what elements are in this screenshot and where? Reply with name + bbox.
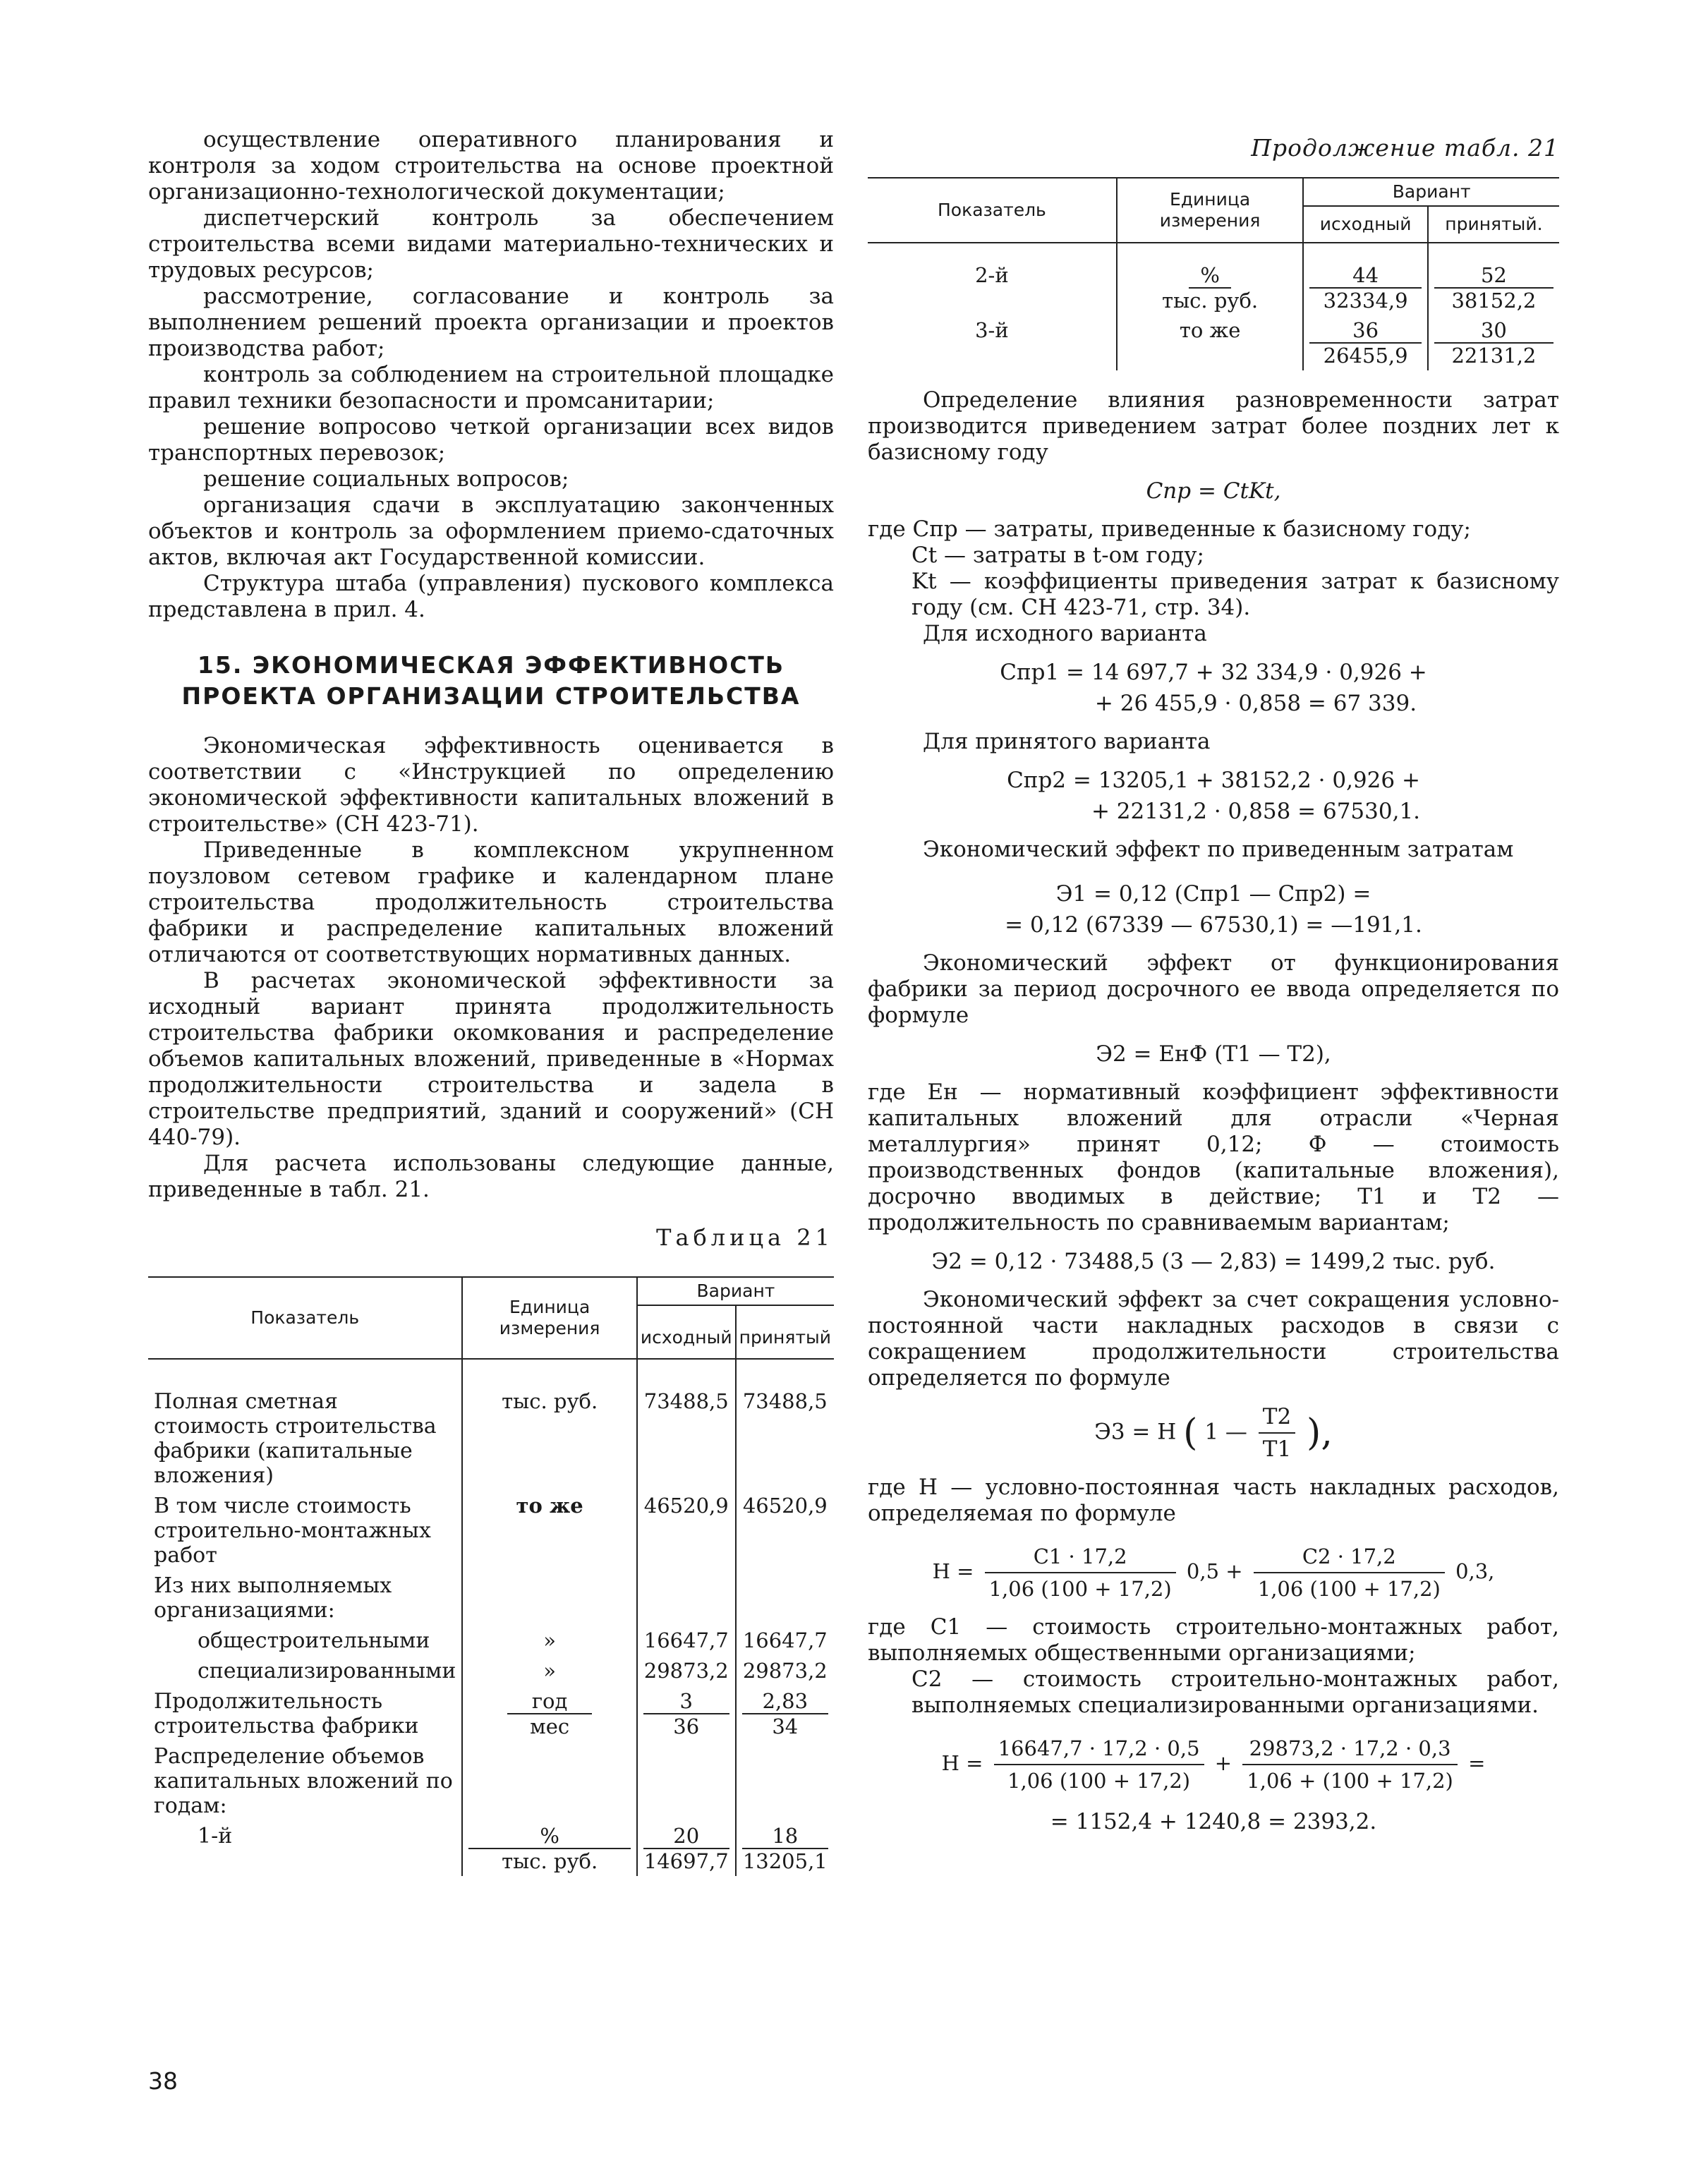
row-unit: % xyxy=(468,1824,631,1849)
row-accepted: 16647,7 xyxy=(736,1626,834,1656)
row-unit: тыс. руб. xyxy=(462,1386,637,1491)
row-unit: » xyxy=(462,1626,637,1656)
row-unit-2: мес xyxy=(530,1714,570,1738)
table-row xyxy=(148,1741,834,1821)
row-unit: то же xyxy=(462,1491,637,1571)
fraction-num: C1 · 17,2 xyxy=(985,1541,1176,1573)
paragraph: Приведенные в комплексном укрупненном поузловом сетевом графике и календарном плане строительства продолжительность строительства фабрики и распределение капитальных вложений отличаются от соответствующих нормативных данных. xyxy=(148,837,834,967)
paragraph: Экономический эффект от функционирования фабрики за период досрочного ее ввода определяется по формуле xyxy=(868,950,1559,1028)
paragraph: Экономическая эффективность оценивается в соответствии с «Инструкцией по определению экономической эффективности капитальных вложений в строительстве» (СН 423-71). xyxy=(148,733,834,837)
header-indicator: Показатель xyxy=(148,1277,462,1359)
row-accepted-2: 38152,2 xyxy=(1451,289,1537,313)
row-unit-2: тыс. руб. xyxy=(502,1849,598,1873)
row-accepted: 46520,9 xyxy=(736,1491,834,1571)
paragraph: В расчетах экономической эффективности за исходный вариант принята продолжительность строительства фабрики окомкования и распределение объемов капитальных вложений, приведенные в «Нормах продолжительности строительства и задела в строительстве предприятий, зданий и сооружений» (СН 440-79). xyxy=(148,968,834,1150)
fraction-num: 16647,7 · 17,2 · 0,5 xyxy=(994,1733,1204,1765)
row-unit: то же xyxy=(1117,315,1304,370)
row-label: В том числе стоимость строительно-монтажных работ xyxy=(154,1494,431,1568)
formula-e2: Э2 = EнФ (T1 — T2), xyxy=(1096,1041,1331,1067)
fraction-num: C2 · 17,2 xyxy=(1254,1541,1445,1573)
list-item: Структура штаба (управления) пускового комплекса представлена в прил. 4. xyxy=(148,571,834,622)
paragraph: Для исходного варианта xyxy=(923,621,1207,646)
right-column xyxy=(868,127,1559,1847)
section-heading-line2: ПРОЕКТА ОРГАНИЗАЦИИ СТРОИТЕЛЬСТВА xyxy=(181,682,801,710)
row-label: 2-й xyxy=(975,263,1009,287)
header-accepted: принятый xyxy=(736,1305,834,1359)
fraction-den: T1 xyxy=(1262,1436,1292,1462)
row-accepted: 18 xyxy=(742,1824,828,1849)
fraction-den: 1,06 + (100 + 17,2) xyxy=(1247,1769,1453,1793)
list-item: контроль за соблюдением на строительной площадке правил техники безопасности и промсанитарии; xyxy=(148,362,834,413)
paragraph: Экономический эффект за счет сокращения условно-постоянной части накладных расходов в связи с сокращением продолжительности строительства определяется по формуле xyxy=(868,1287,1559,1391)
table-row xyxy=(868,260,1559,315)
row-accepted: 73488,5 xyxy=(736,1386,834,1491)
formula-e3-one: 1 — xyxy=(1204,1419,1247,1445)
row-label: 3-й xyxy=(975,318,1009,342)
row-unit: » xyxy=(462,1656,637,1686)
where-line: Kt — коэффициенты приведения затрат к базисному году (см. СН 423-71, стр. 34). xyxy=(911,569,1559,620)
row-unit: % xyxy=(1189,263,1231,289)
paragraph: Определение влияния разновременности затрат производится приведением затрат более поздних лет к базисному году xyxy=(868,387,1559,465)
header-variant: Вариант xyxy=(637,1277,834,1305)
row-accepted: 29873,2 xyxy=(736,1656,834,1686)
header-accepted: принятый. xyxy=(1428,206,1559,243)
header-unit: Единица измерения xyxy=(1117,178,1304,243)
list-item: осуществление оперативного планирования и контроля за ходом строительства на основе проектной организационно-технологической документации; xyxy=(148,127,834,205)
table-row xyxy=(148,1686,834,1741)
formula-h-mid: 0,5 + xyxy=(1186,1559,1243,1583)
formula-e2-value: Э2 = 0,12 · 73488,5 (3 — 2,83) = 1499,2 тыс. руб. xyxy=(931,1249,1496,1274)
table-row xyxy=(148,1386,834,1491)
where-line: где Cпр — затраты, приведенные к базисному году; xyxy=(868,516,1471,542)
where-line: C2 — стоимость строительно-монтажных работ, выполняемых специализированными организациями. xyxy=(911,1666,1559,1718)
header-initial: исходный xyxy=(1303,206,1427,243)
paragraph: Для расчета использованы следующие данные, приведенные в табл. 21. xyxy=(148,1151,834,1202)
formula-cpr2: Cпр2 = 13205,1 + 38152,2 · 0,926 + xyxy=(1007,768,1420,793)
list-item: решение социальных вопросов; xyxy=(203,466,569,492)
formula-h xyxy=(868,1541,1559,1604)
fraction-den: 1,06 (100 + 17,2) xyxy=(1007,1769,1191,1793)
row-initial: 36 xyxy=(1309,318,1421,344)
row-accepted: 52 xyxy=(1434,263,1553,289)
fraction-den: 1,06 (100 + 17,2) xyxy=(988,1577,1172,1601)
list-item: организация сдачи в эксплуатацию законченных объектов и контроль за оформлением приемо-сдаточных актов, включая акт Государственной комиссии. xyxy=(148,492,834,570)
fraction-num: T2 xyxy=(1259,1401,1295,1434)
formula-h-label: H = xyxy=(932,1559,974,1583)
list-item: рассмотрение, согласование и контроль за выполнением решений проекта организации и проектов производства работ; xyxy=(148,284,834,361)
row-label: Продолжительность строительства фабрики xyxy=(154,1689,419,1738)
header-unit: Единица измерения xyxy=(462,1277,637,1359)
formula-cpr1: Cпр1 = 14 697,7 + 32 334,9 · 0,926 + xyxy=(1000,660,1427,685)
formula-e3-left: Э3 = H xyxy=(1094,1419,1177,1445)
header-indicator: Показатель xyxy=(868,178,1117,243)
list-item: диспетчерский контроль за обеспечением строительства всеми видами материально-технических и трудовых ресурсов; xyxy=(148,205,834,283)
fraction-den: 1,06 (100 + 17,2) xyxy=(1257,1577,1441,1601)
formula-h-value xyxy=(868,1733,1559,1796)
table-caption: Таблица 21 xyxy=(656,1224,834,1251)
fraction-2 xyxy=(1254,1541,1445,1604)
row-accepted-2: 13205,1 xyxy=(742,1849,828,1873)
row-initial: 46520,9 xyxy=(637,1491,736,1571)
row-label: Из них выполняемых организациями: xyxy=(154,1573,392,1623)
formula-h-end: 0,3, xyxy=(1455,1559,1495,1583)
formula-cpr: Cпр = CtKt, xyxy=(1146,478,1281,504)
table-21 xyxy=(148,1276,834,1876)
row-initial: 29873,2 xyxy=(637,1656,736,1686)
table-row xyxy=(148,1491,834,1571)
row-label: общестроительными xyxy=(198,1628,430,1653)
where-paragraph: где Eн — нормативный коэффициент эффективности капитальных вложений для отрасли «Черная металлургия» принят 0,12; Ф — стоимость производственных фондов (капитальные вложения), досрочно вводимых в действие; T1 и T2 — продолжительность по сравниваемым вариантам; xyxy=(868,1079,1559,1235)
row-accepted: 30 xyxy=(1434,318,1553,344)
row-unit: год xyxy=(507,1689,592,1714)
row-initial: 73488,5 xyxy=(637,1386,736,1491)
header-initial: исходный xyxy=(637,1305,736,1359)
row-initial: 3 xyxy=(643,1689,729,1714)
fraction-1 xyxy=(985,1541,1176,1604)
header-variant: Вариант xyxy=(1303,178,1559,206)
table-21-continued xyxy=(868,177,1559,370)
formula-h-result: = 1152,4 + 1240,8 = 2393,2. xyxy=(1050,1809,1377,1834)
table-row xyxy=(148,1821,834,1876)
formula-h-plus: + xyxy=(1214,1751,1232,1775)
row-initial-2: 26455,9 xyxy=(1323,344,1408,368)
row-accepted: 2,83 xyxy=(742,1689,828,1714)
table-continuation-caption: Продолжение табл. 21 xyxy=(1251,134,1559,162)
page-number: 38 xyxy=(148,2067,178,2095)
row-label: Распределение объемов капитальных вложений по годам: xyxy=(154,1744,453,1818)
where-line: Ct — затраты в t-ом году; xyxy=(911,543,1204,568)
formula-e3: Э3 = H ( 1 — $\frac{T2}{T1}$ ), xyxy=(868,1401,1559,1465)
fraction-t2-t1 xyxy=(1259,1401,1295,1465)
formula-h-label: H = xyxy=(941,1751,983,1775)
paragraph: Экономический эффект по приведенным затратам xyxy=(923,837,1514,862)
table-row xyxy=(868,315,1559,370)
list-item: решение вопросово четкой организации всех видов транспортных перевозок; xyxy=(148,414,834,466)
where-line: где C1 — стоимость строительно-монтажных работ, выполняемых общественными организациями; xyxy=(868,1614,1559,1666)
formula-cpr2-cont: + 22131,2 · 0,858 = 67530,1. xyxy=(1091,799,1421,824)
row-accepted-2: 34 xyxy=(772,1714,799,1738)
row-initial: 44 xyxy=(1309,263,1421,289)
row-label: 1-й xyxy=(198,1824,233,1849)
fraction-1 xyxy=(994,1733,1204,1796)
left-column xyxy=(148,127,834,1876)
row-initial-2: 14697,7 xyxy=(643,1849,729,1873)
row-label: специализированными xyxy=(198,1659,456,1683)
section-heading xyxy=(148,650,834,712)
row-initial-2: 36 xyxy=(673,1714,700,1738)
formula-cpr1-cont: + 26 455,9 · 0,858 = 67 339. xyxy=(1094,691,1417,716)
row-label: Полная сметная стоимость строительства фабрики (капитальные вложения) xyxy=(154,1389,437,1488)
row-initial: 16647,7 xyxy=(637,1626,736,1656)
formula-h-eq: = xyxy=(1468,1751,1486,1775)
table-row xyxy=(148,1626,834,1656)
row-initial-2: 32334,9 xyxy=(1323,289,1408,313)
table-row xyxy=(148,1571,834,1626)
where-paragraph: где H — условно-постоянная часть накладных расходов, определяемая по формуле xyxy=(868,1475,1559,1526)
fraction-2 xyxy=(1242,1733,1458,1796)
table-row xyxy=(148,1656,834,1686)
formula-e1: Э1 = 0,12 (Cпр1 — Cпр2) = xyxy=(1055,881,1371,907)
row-initial: 20 xyxy=(643,1824,729,1849)
section-heading-line1: 15. ЭКОНОМИЧЕСКАЯ ЭФФЕКТИВНОСТЬ xyxy=(197,651,785,679)
formula-e1-cont: = 0,12 (67339 — 67530,1) = —191,1. xyxy=(1005,912,1422,938)
paragraph: Для принятого варианта xyxy=(923,729,1211,754)
row-unit-2: тыс. руб. xyxy=(1162,289,1259,313)
row-accepted-2: 22131,2 xyxy=(1451,344,1537,368)
fraction-num: 29873,2 · 17,2 · 0,3 xyxy=(1242,1733,1458,1765)
